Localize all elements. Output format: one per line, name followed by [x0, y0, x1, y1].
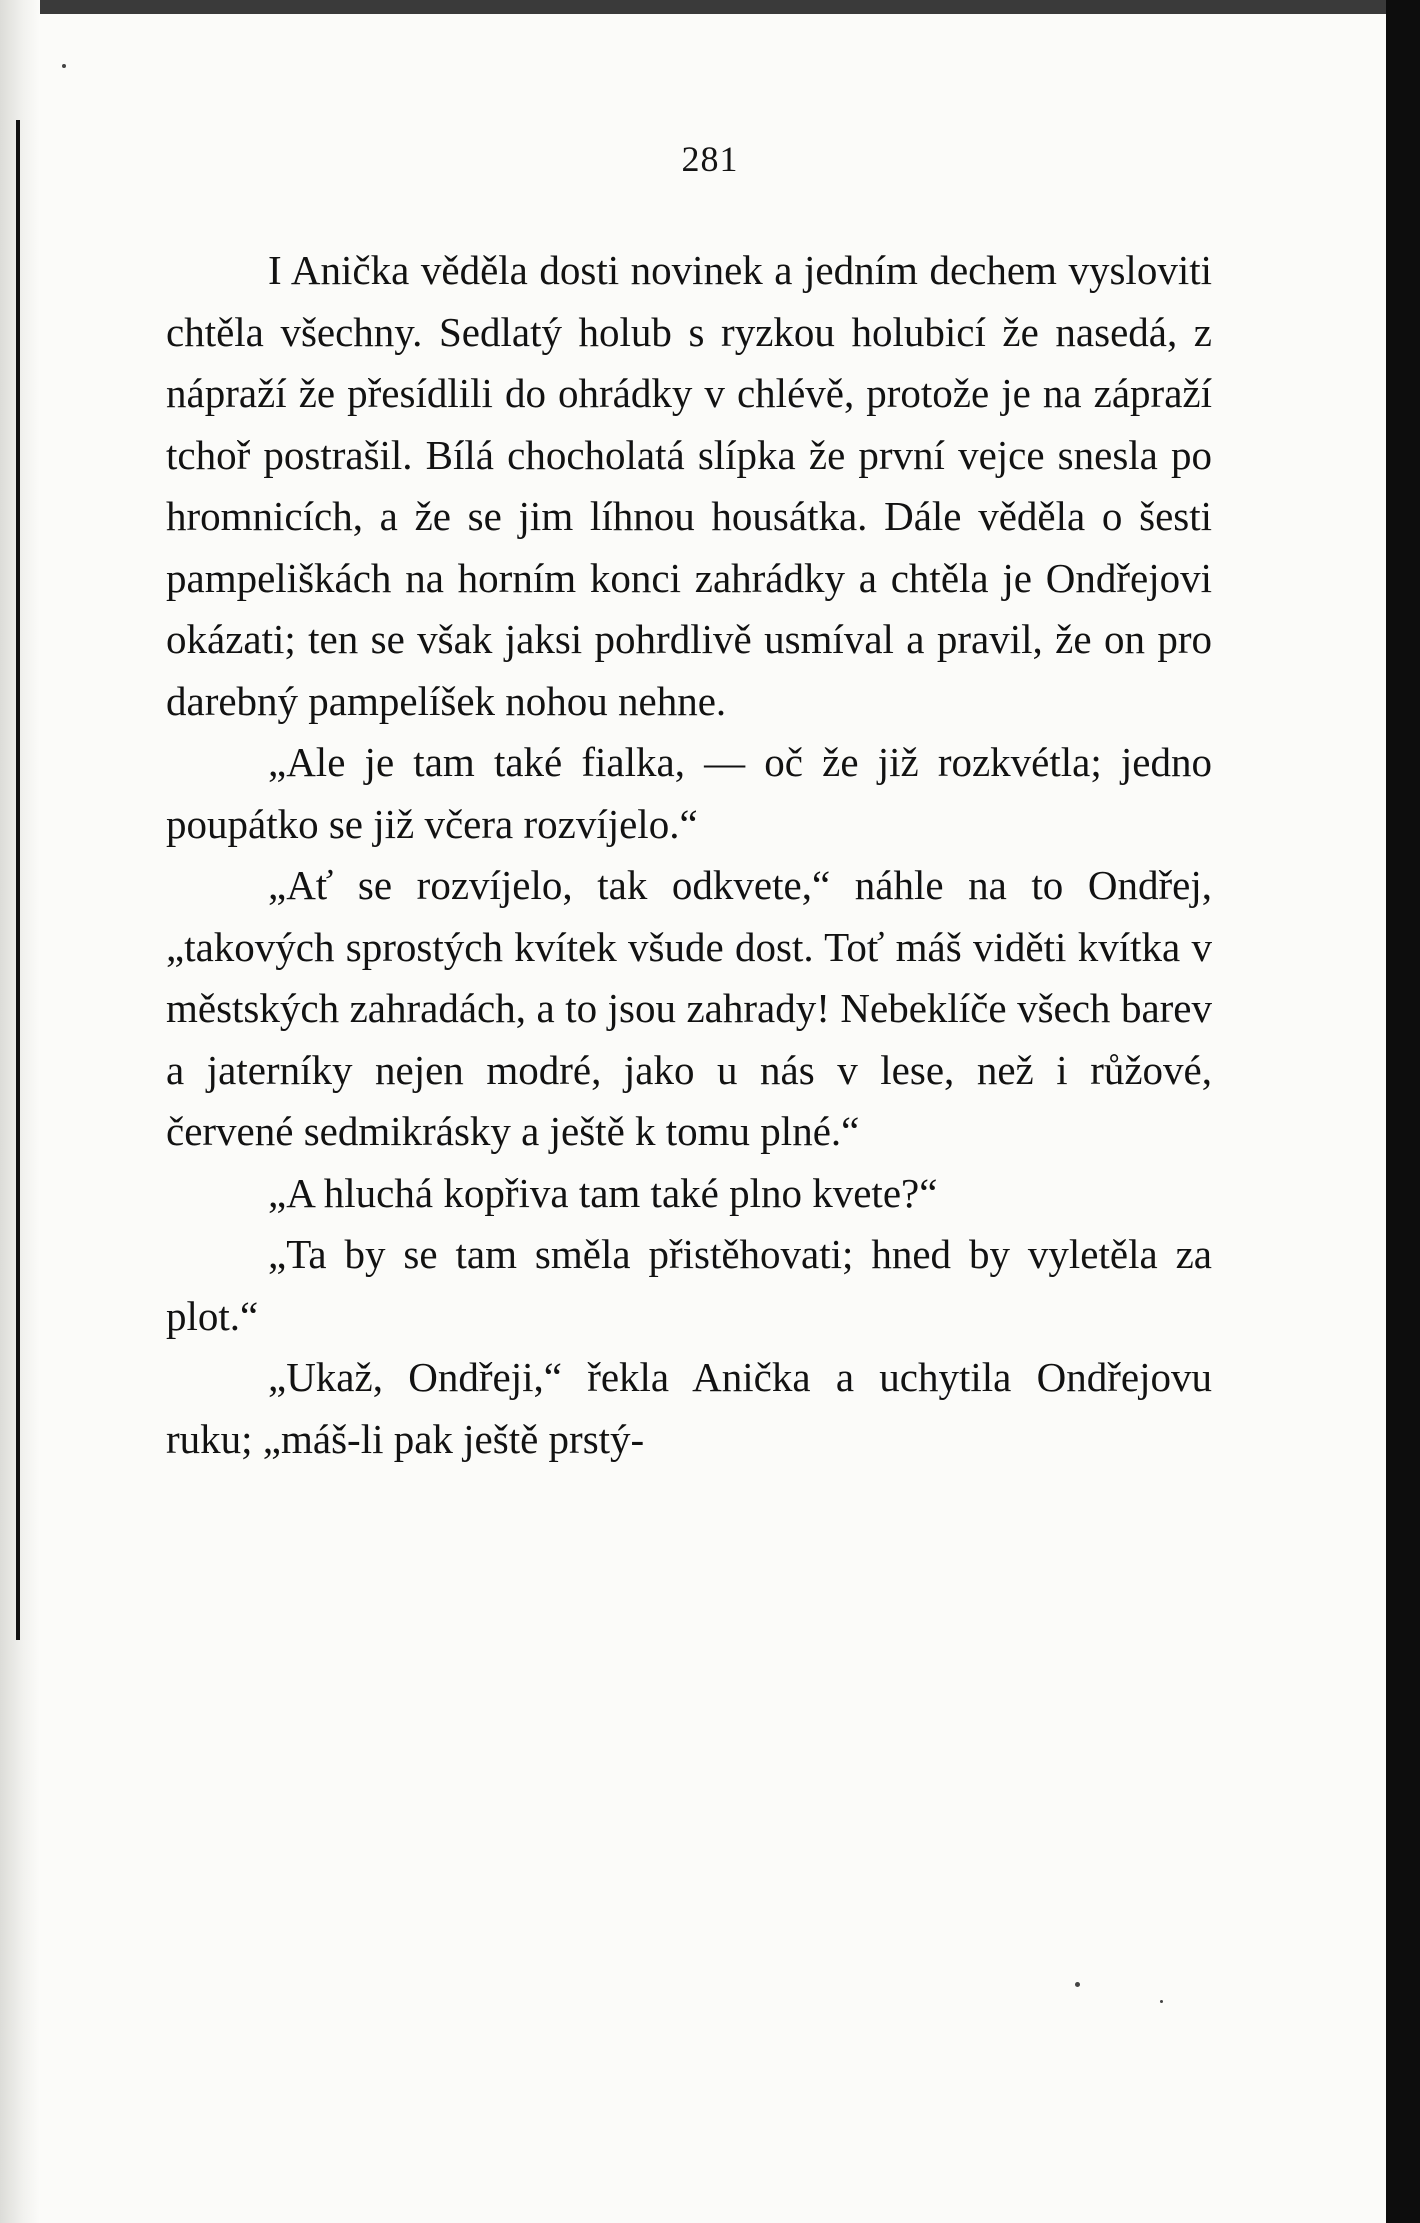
paragraph: „Ať se rozvíjelo, tak odkvete,“ náhle na to Ondřej, „takových sprostých kvítek všude dost. Toť máš viděti kvítka v městských zahradách, a to jsou zahrady! Nebeklíče všech barev a jaterníky nejen modré, jako u nás v lese, než i růžové, červené sedmikrásky a ještě k tomu plné.“	[166, 862, 1212, 1154]
page-text-body	[166, 240, 1212, 1470]
scan-speck	[1075, 1982, 1080, 1987]
paragraph: „A hluchá kopřiva tam také plno kvete?“	[268, 1169, 938, 1216]
page-right-edge	[1386, 0, 1420, 2223]
book-spine-edge	[0, 0, 40, 2223]
paragraph: I Anička věděla dosti novinek a jedním dechem vysloviti chtěla všechny. Sedlatý holub s ryzkou holubicí že nasedá, z nápraží že přesídlili do ohrádky v chlévě, protože je na zápraží tchoř postrašil. Bílá chocholatá slípka že první vejce snesla po hromnicích, a že se jim líhnou housátka. Dále věděla o šesti pampeliškách na horním konci zahrádky a chtěla je Ondřejovi okázati; ten se však jaksi pohrdlivě usmíval a pravil, že on pro darebný pampelíšek nohou nehne.	[166, 247, 1212, 724]
scan-speck	[62, 64, 66, 68]
scan-speck	[1160, 2000, 1163, 2003]
paragraph: „Ukaž, Ondřeji,“ řekla Anička a uchytila Ondřejovu ruku; „máš-li pak ještě prstý-	[166, 1354, 1212, 1462]
paragraph: „Ta by se tam směla přistěhovati; hned by vyletěla za plot.“	[166, 1231, 1212, 1339]
page-number: 281	[681, 139, 739, 179]
paragraph: „Ale je tam také fialka, — oč že již rozkvétla; jedno poupátko se již včera rozvíjelo.“	[166, 739, 1212, 847]
page-top-edge	[0, 0, 1420, 14]
spine-shadow-line	[16, 120, 20, 1640]
